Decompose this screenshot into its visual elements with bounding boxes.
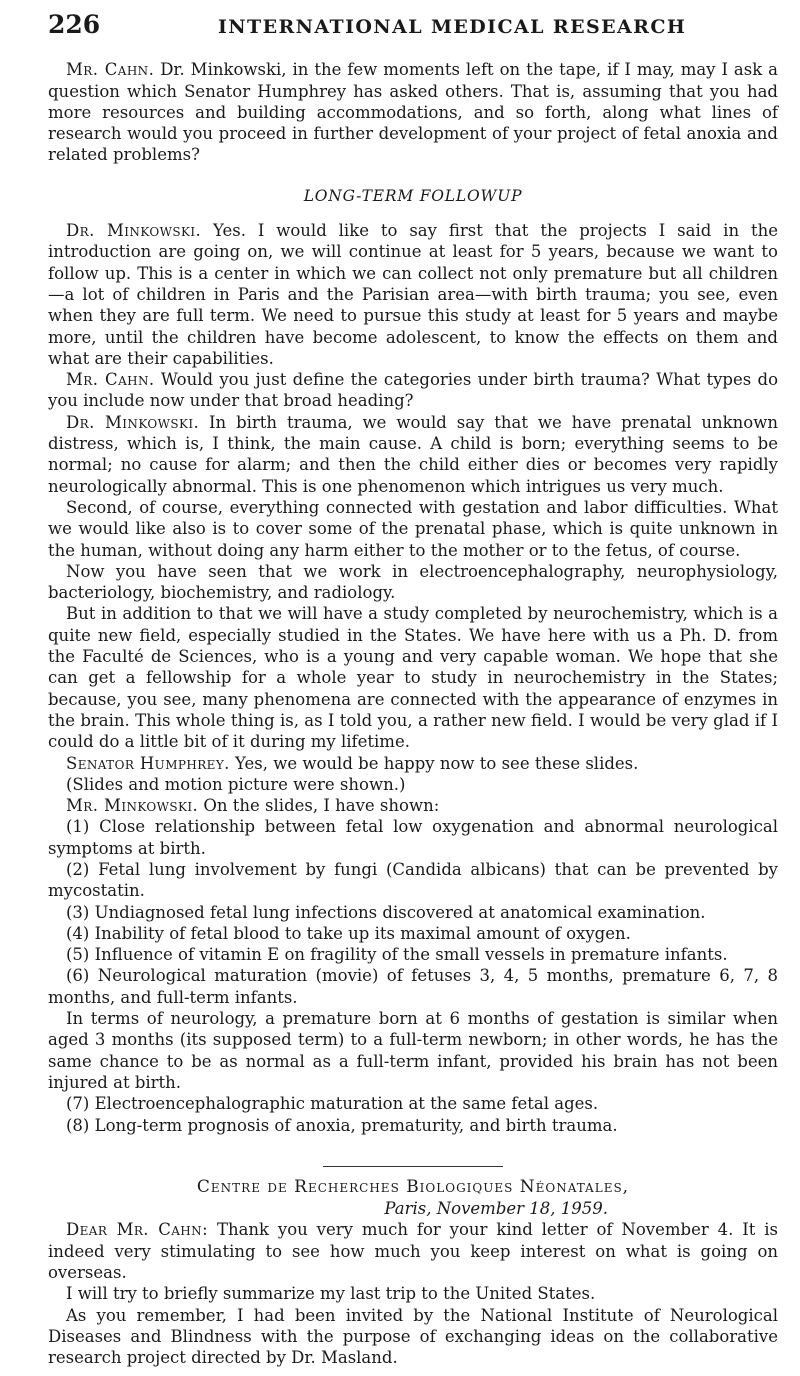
speaker-name: Mr. Cahn. bbox=[66, 60, 155, 80]
paragraph bbox=[48, 1305, 778, 1369]
section-heading: LONG-TERM FOLLOWUP bbox=[303, 186, 523, 205]
list-item bbox=[48, 965, 778, 1008]
list-item bbox=[48, 859, 778, 902]
list-item bbox=[48, 1093, 778, 1114]
paragraph-text: In birth trauma, we would say that we have prenatal unknown distress, which is, I think, the main cause. A child is born; everything seems to be normal; no cause for alarm; and then the child either dies or becomes very rapidly neurologically abnormal. This is one phenomenon which intrigues us very much. bbox=[48, 412, 778, 496]
paragraph-text: But in addition to that we will have a study completed by neurochemistry, which is a quite new field, especially studied in the States. We have here with us a Ph. D. from the Faculté de Sciences, who is a young and very capable woman. We hope that she can get a fellowship for a whole year to study in neurochemistry in the States; because, you see, many phenomena are connected with the appearance of enzymes in the brain. This whole thing is, as I told you, a rather new field. I would be very glad if I could do a little bit of it during my lifetime. bbox=[48, 604, 778, 752]
page-header bbox=[48, 10, 778, 39]
paragraph bbox=[48, 497, 778, 561]
speaker-name: Senator Humphrey. bbox=[66, 753, 230, 773]
paragraph bbox=[48, 59, 778, 165]
running-head: INTERNATIONAL MEDICAL RESEARCH bbox=[218, 16, 687, 38]
paragraph-text: I will try to briefly summarize my last trip to the United States. bbox=[66, 1284, 596, 1304]
paragraph-text: On the slides, I have shown: bbox=[203, 796, 440, 816]
paragraph-text: Would you just define the categories under birth trauma? What types do you include now under that broad heading? bbox=[48, 370, 779, 411]
paragraph-text: Yes, we would be happy now to see these slides. bbox=[235, 753, 639, 773]
speaker-name: Dr. Minkowski. bbox=[66, 221, 202, 241]
letterhead: Centre de Recherches Biologiques Néonatales, bbox=[196, 1176, 630, 1197]
paragraph-text: (3) Undiagnosed fetal lung infections discovered at anatomical examination. bbox=[66, 902, 706, 922]
paragraph bbox=[48, 220, 778, 369]
page-number: 226 bbox=[48, 10, 101, 39]
paragraph-text: As you remember, I had been invited by the National Institute of Neurological Diseases and Blindness with the purpose of exchanging ideas on the collaborative research project directed by Dr. Masland. bbox=[48, 1305, 778, 1368]
list-item bbox=[48, 923, 778, 944]
paragraph-text: Yes. I would like to say first that the projects I said in the introduction are going on, we will continue at least for 5 years, because we want to follow up. This is a center in which we can collect not only premature but all children—a lot of children in Paris and the Parisian area—with birth trauma; you see, even when they are full term. We need to pursue this study at least for 5 years and maybe more, until the children have become adolescent, to know the effects on them and what are their capabilities. bbox=[48, 221, 778, 368]
paragraph-text: (1) Close relationship between fetal low oxygenation and abnormal neurological symptoms at birth. bbox=[48, 817, 778, 858]
paragraph-text: In terms of neurology, a premature born at 6 months of gestation is similar when aged 3 months (its supposed term) to a full-term newborn; in other words, he has the same chance to be as normal as a full-term infant, provided his brain has not been injured at birth. bbox=[48, 1009, 778, 1092]
speaker-name: Mr. Cahn. bbox=[66, 370, 155, 390]
list-item bbox=[48, 816, 778, 859]
dateline: Paris, November 18, 1959. bbox=[384, 1199, 608, 1219]
list-item bbox=[48, 1115, 778, 1136]
paragraph-text: (7) Electroencephalographic maturation at the same fetal ages. bbox=[66, 1094, 599, 1114]
paragraph bbox=[48, 774, 778, 795]
paragraph-text: Thank you very much for your kind letter of November 4. It is indeed very stimulating to see how much you keep interest on what is going on overseas. bbox=[48, 1220, 778, 1283]
speaker-name: Mr. Minkowski. bbox=[66, 796, 199, 816]
section-divider bbox=[323, 1166, 503, 1167]
paragraph bbox=[48, 603, 778, 752]
paragraph-text: (6) Neurological maturation (movie) of fetuses 3, 4, 5 months, premature 6, 7, 8 months, and full-term infants. bbox=[48, 966, 778, 1007]
paragraph bbox=[48, 412, 778, 497]
paragraph-text: Dr. Minkowski, in the few moments left on the tape, if I may, may I ask a question which Senator Humphrey has asked others. That is, assuming that you had more resources and building accommodations, and so forth, along what lines of research would you proceed in further development of your project of fetal anoxia and related problems? bbox=[48, 60, 778, 165]
paragraph-text: (8) Long-term prognosis of anoxia, prematurity, and birth trauma. bbox=[66, 1115, 618, 1135]
paragraph bbox=[48, 795, 778, 816]
paragraph-text: (4) Inability of fetal blood to take up its maximal amount of oxygen. bbox=[66, 923, 631, 943]
salutation: Dear Mr. Cahn: bbox=[66, 1220, 209, 1240]
list-item bbox=[48, 902, 778, 923]
paragraph bbox=[48, 1219, 778, 1283]
paragraph bbox=[48, 1283, 778, 1304]
list-item bbox=[48, 944, 778, 965]
paragraph-text: Now you have seen that we work in electroencephalography, neurophysiology, bacteriology, biochemistry, and radiology. bbox=[48, 561, 778, 603]
paragraph bbox=[48, 753, 778, 774]
paragraph bbox=[48, 561, 778, 604]
speaker-name: Dr. Minkowski. bbox=[66, 412, 200, 432]
paragraph-text: (5) Influence of vitamin E on fragility of the small vessels in premature infants. bbox=[66, 945, 728, 965]
paragraph bbox=[48, 1008, 778, 1093]
paragraph-text: (2) Fetal lung involvement by fungi (Candida albicans) that can be prevented by mycostatin. bbox=[48, 859, 778, 901]
paragraph-text: Second, of course, everything connected with gestation and labor difficulties. What we would like also is to cover some of the prenatal phase, which is quite unknown in the human, without doing any harm either to the mother or to the fetus, of course. bbox=[48, 497, 778, 560]
paragraph-text: (Slides and motion picture were shown.) bbox=[66, 774, 406, 794]
paragraph bbox=[48, 369, 778, 412]
